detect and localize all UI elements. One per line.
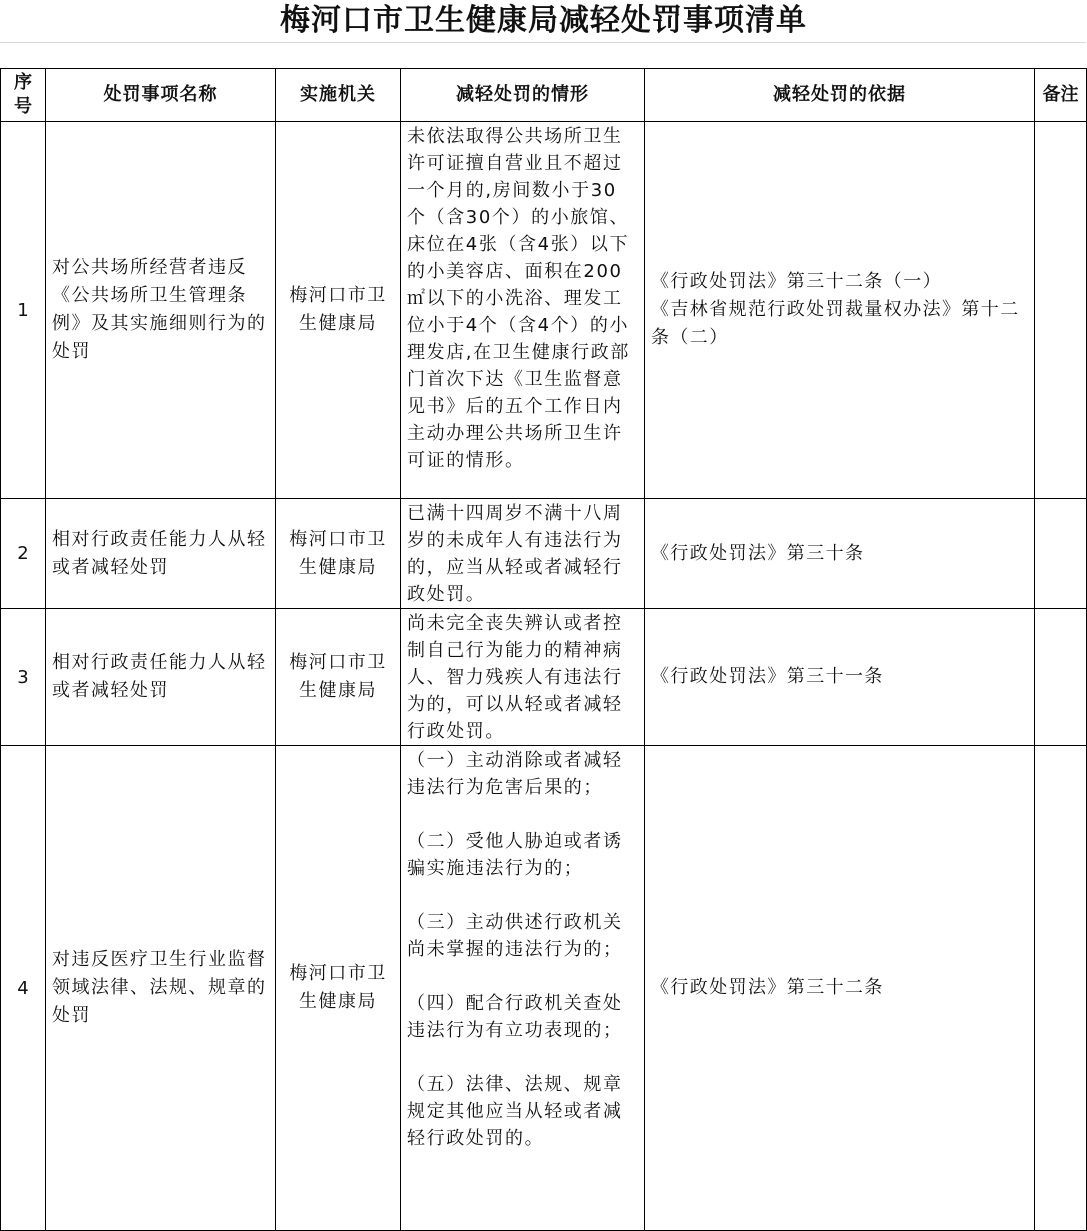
- header-name: 处罚事项名称: [46, 69, 276, 122]
- table-row: [1, 746, 1087, 1231]
- row-no: 4: [1, 746, 46, 1231]
- row-case: 已满十四周岁不满十八周岁的未成年人有违法行为的，应当从轻或者减轻行政处罚。: [401, 499, 645, 609]
- table-row: [1, 609, 1087, 746]
- table-header-row: [1, 69, 1087, 122]
- row-basis: [645, 746, 1035, 1231]
- header-case: 减轻处罚的情形: [401, 69, 645, 122]
- header-no: 序号: [1, 69, 46, 122]
- header-org: 实施机关: [276, 69, 401, 122]
- row-note: [1035, 609, 1087, 746]
- table-row: [1, 499, 1087, 609]
- basis-line: 《行政处罚法》第三十二条: [651, 977, 884, 998]
- basis-line: 《吉林省规范行政处罚裁量权办法》第十二条（二）: [651, 299, 1020, 348]
- title-spacer-row: [0, 42, 1086, 69]
- row-case: [401, 746, 645, 1231]
- penalty-table: [0, 68, 1087, 1231]
- row-org: 梅河口市卫生健康局: [276, 499, 401, 609]
- page-title: 梅河口市卫生健康局减轻处罚事项清单: [280, 3, 807, 38]
- row-item-name: 对公共场所经营者违反《公共场所卫生管理条例》及其实施细则行为的处罚: [46, 122, 276, 499]
- header-note: 备注: [1035, 69, 1087, 122]
- row-note: [1035, 122, 1087, 499]
- row-item-name: 相对行政责任能力人从轻或者减轻处罚: [46, 499, 276, 609]
- row-basis: [645, 499, 1035, 609]
- row-case: 尚未完全丧失辨认或者控制自己行为能力的精神病人、智力残疾人有违法行为的，可以从轻或者减轻行政处罚。: [401, 609, 645, 746]
- basis-line: 《行政处罚法》第三十一条: [651, 666, 884, 687]
- row-item-name: 对违反医疗卫生行业监督领域法律、法规、规章的处罚: [46, 746, 276, 1231]
- basis-line: 《行政处罚法》第三十条: [651, 542, 865, 564]
- row-note: [1035, 499, 1087, 609]
- row-item-name: 相对行政责任能力人从轻或者减轻处罚: [46, 609, 276, 746]
- row-no: 3: [1, 609, 46, 746]
- table-row: [1, 122, 1087, 499]
- row-note: [1035, 746, 1087, 1231]
- row-no: 2: [1, 499, 46, 609]
- case-item: （一）主动消除或者减轻违法行为危害后果的；: [407, 750, 623, 798]
- case-item: （三）主动供述行政机关尚未掌握的违法行为的；: [407, 912, 623, 960]
- row-org: 梅河口市卫生健康局: [276, 746, 401, 1231]
- row-case: 未依法取得公共场所卫生许可证擅自营业且不超过一个月的,房间数小于30个（含30个）的小旅馆、床位在4张（含4张）以下的小美容店、面积在200㎡以下的小洗浴、理发工位小于4个（含4个）的小理发店,在卫生健康行政部门首次下达《卫生监督意见书》后的五个工作日内主动办理公共场所卫生许可证的情形。: [401, 122, 645, 499]
- case-item: （四）配合行政机关查处违法行为有立功表现的；: [407, 993, 623, 1041]
- row-basis: [645, 122, 1035, 499]
- header-basis: 减轻处罚的依据: [645, 69, 1035, 122]
- case-item: （二）受他人胁迫或者诱骗实施违法行为的；: [407, 831, 623, 879]
- row-no: 1: [1, 122, 46, 499]
- case-item: （五）法律、法规、规章规定其他应当从轻或者减轻行政处罚的。: [407, 1074, 623, 1149]
- basis-line: 《行政处罚法》第三十二条（一）: [651, 271, 942, 292]
- row-org: 梅河口市卫生健康局: [276, 609, 401, 746]
- row-org: 梅河口市卫生健康局: [276, 122, 401, 499]
- row-basis: [645, 609, 1035, 746]
